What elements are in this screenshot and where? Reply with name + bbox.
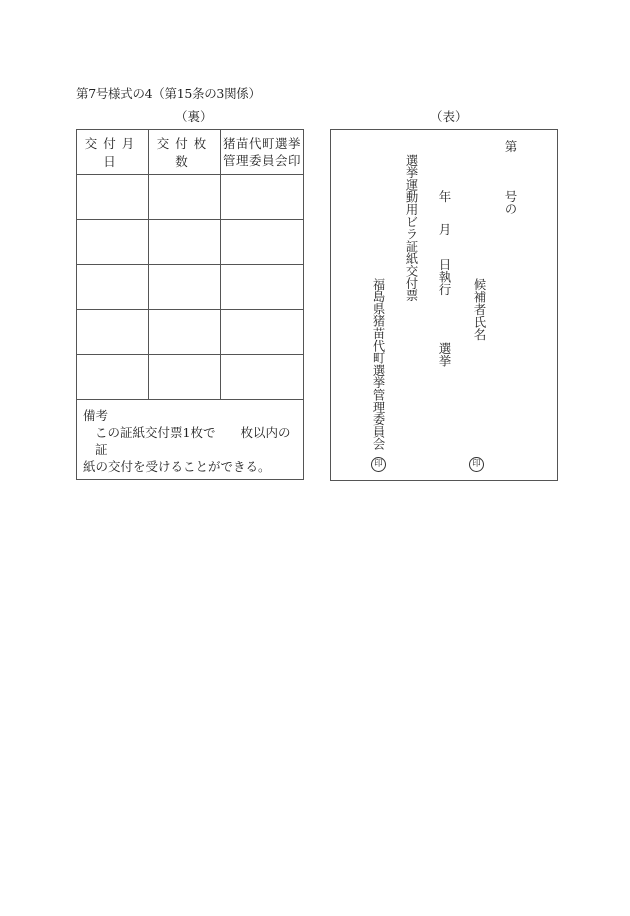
header-issue-date: 交付月日 xyxy=(77,130,149,175)
back-side-label: （裏） xyxy=(175,109,213,124)
table-row xyxy=(77,265,304,310)
election-year-label: 年 xyxy=(437,190,452,203)
seal-cell[interactable] xyxy=(221,175,304,220)
seal-cell[interactable] xyxy=(221,310,304,355)
issue-count-cell[interactable] xyxy=(149,310,221,355)
issue-count-cell[interactable] xyxy=(149,265,221,310)
issue-count-cell[interactable] xyxy=(149,355,221,400)
form-title: 第7号様式の4（第15条の3関係） xyxy=(76,86,261,101)
election-label: 選挙 xyxy=(437,342,452,367)
issue-count-cell[interactable] xyxy=(149,220,221,265)
notes-line-1: この証紙交付票1枚で 枚以内の証 xyxy=(95,425,291,457)
table-header-row xyxy=(77,130,304,175)
issue-date-cell[interactable] xyxy=(77,310,149,355)
header-committee-seal: 猪苗代町選挙 管理委員会印 xyxy=(221,130,304,175)
candidate-seal-icon: 印 xyxy=(469,457,484,472)
seal-cell[interactable] xyxy=(221,220,304,265)
candidate-name-label: 候補者氏名 xyxy=(472,278,487,341)
issue-date-cell[interactable] xyxy=(77,355,149,400)
issue-count-cell[interactable] xyxy=(149,175,221,220)
issuer-name: 福島県猪苗代町選挙管理委員会 xyxy=(371,278,385,451)
seal-cell[interactable] xyxy=(221,355,304,400)
issue-date-cell[interactable] xyxy=(77,175,149,220)
table-row xyxy=(77,175,304,220)
table-row xyxy=(77,355,304,400)
election-day-label: 日執行 xyxy=(437,258,452,296)
seal-cell[interactable] xyxy=(221,265,304,310)
notes-title: 備考 xyxy=(83,408,109,423)
header-issue-count: 交付枚数 xyxy=(149,130,221,175)
ticket-number-suffix: 号の xyxy=(503,190,518,215)
notes-section xyxy=(77,400,304,480)
ticket-number-prefix: 第 xyxy=(503,140,518,153)
front-ticket-box xyxy=(330,129,558,481)
committee-seal-icon: 印 xyxy=(371,457,386,472)
issuance-record-table xyxy=(76,129,304,480)
issue-date-cell[interactable] xyxy=(77,265,149,310)
issue-date-cell[interactable] xyxy=(77,220,149,265)
notes-line-2: 紙の交付を受けることができる。 xyxy=(83,459,271,474)
front-side-label: （表） xyxy=(430,109,468,124)
ticket-title: 選挙運動用ビラ証紙交付票 xyxy=(404,154,418,302)
table-row xyxy=(77,310,304,355)
election-month-label: 月 xyxy=(437,223,452,236)
table-row xyxy=(77,220,304,265)
